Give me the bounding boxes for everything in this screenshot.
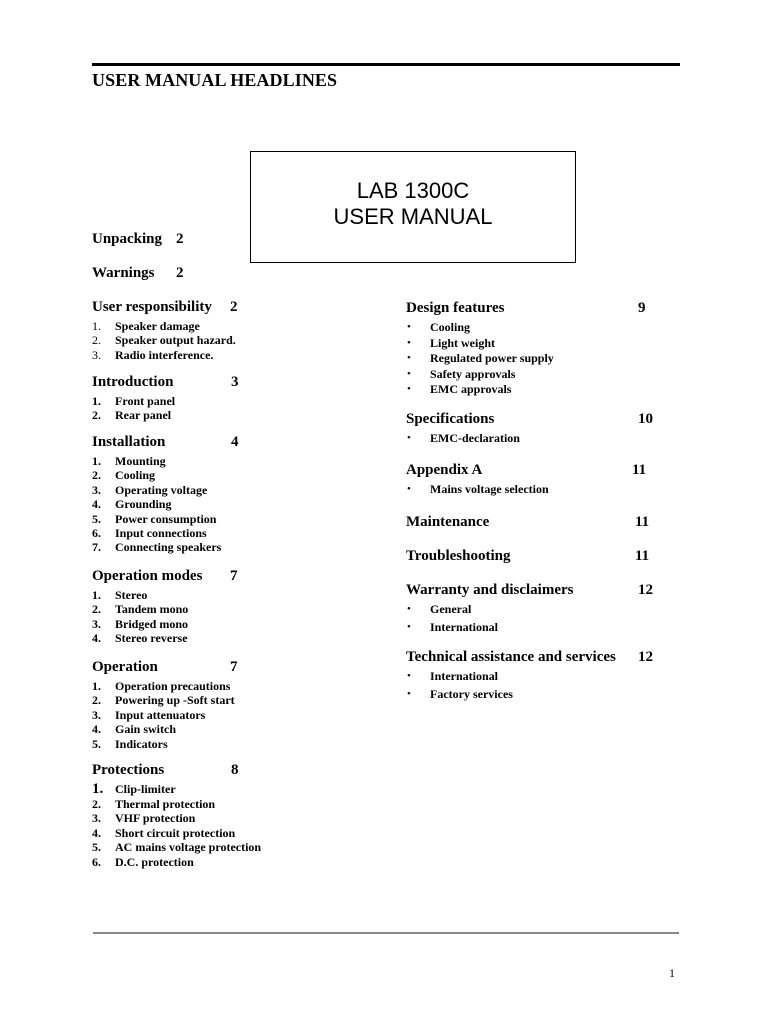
bottom-rule <box>93 932 679 934</box>
section-page: 8 <box>231 762 239 778</box>
section-page: 11 <box>635 514 650 530</box>
bullet-list <box>406 482 666 498</box>
bullet-list <box>406 431 666 447</box>
page-title: USER MANUAL HEADLINES <box>92 70 338 90</box>
list-item: 4. Stereo reverse <box>92 631 188 646</box>
list-item: 1. Mounting <box>92 454 166 468</box>
section-title: Design features <box>406 300 505 316</box>
list-item: 6. Input connections <box>92 526 207 541</box>
list-item: 3. Operating voltage <box>92 482 208 497</box>
bullet-list <box>406 320 666 398</box>
section-title: Maintenance <box>406 514 490 530</box>
section-warnings <box>92 265 252 285</box>
list-item: • Regulated power supply <box>407 351 554 365</box>
section-title: Operation modes <box>92 568 203 584</box>
section-page: 7 <box>230 659 238 675</box>
section-user-responsibility <box>92 299 332 362</box>
title-box <box>250 151 576 263</box>
section-title: Technical assistance and services <box>406 649 616 665</box>
section-page: 3 <box>231 374 239 390</box>
list-item: 2. Speaker output hazard. <box>92 333 236 348</box>
section-title: User responsibility <box>92 299 212 315</box>
section-page: 11 <box>632 462 647 478</box>
page-number: 1 <box>669 966 675 980</box>
item-list <box>92 319 332 362</box>
section-page: 12 <box>638 649 653 665</box>
section-page: 9 <box>638 300 646 316</box>
section-title: Introduction <box>92 374 174 390</box>
list-item: 2. Powering up -Soft start <box>92 693 235 708</box>
list-item: • General <box>407 602 472 616</box>
list-item: 1. Operation precautions <box>92 679 231 693</box>
list-item: 4. Short circuit protection <box>92 825 236 840</box>
item-list <box>92 394 332 423</box>
section-warranty <box>406 582 666 636</box>
section-design-features <box>406 300 666 398</box>
bullet-list <box>406 669 666 703</box>
top-rule <box>92 63 680 66</box>
list-item: 1. Stereo <box>92 588 148 602</box>
list-item: • Cooling <box>407 320 471 334</box>
bullet-list <box>406 602 666 636</box>
section-unpacking <box>92 231 252 251</box>
section-title: Unpacking <box>92 231 163 247</box>
section-page: 10 <box>638 411 653 427</box>
list-item: 4. Grounding <box>92 497 172 512</box>
list-item: 3. VHF protection <box>92 811 196 826</box>
item-list <box>92 588 332 646</box>
list-item: • Safety approvals <box>407 366 516 381</box>
item-list <box>92 782 332 869</box>
title-line-1: LAB 1300C <box>356 178 470 203</box>
list-item: 5. Indicators <box>92 736 168 751</box>
list-item: 5. Power consumption <box>92 511 217 526</box>
list-item: 2. Thermal protection <box>92 797 216 811</box>
section-page: 12 <box>638 582 653 598</box>
section-troubleshooting <box>406 548 666 568</box>
section-title: Installation <box>92 434 166 450</box>
section-title: Protections <box>92 762 165 778</box>
list-item: 1. Speaker damage <box>92 319 200 333</box>
list-item: 3. Bridged mono <box>92 616 189 631</box>
list-item: 1. Clip-limiter <box>92 781 176 797</box>
list-item: • Factory services <box>407 686 513 701</box>
list-item: • Light weight <box>407 335 496 350</box>
item-list <box>92 679 332 751</box>
list-item: • EMC approvals <box>407 382 512 396</box>
section-title: Specifications <box>406 411 495 427</box>
list-item: 7. Connecting speakers <box>92 540 222 555</box>
section-operation-modes <box>92 568 332 646</box>
section-title: Operation <box>92 659 158 675</box>
item-list <box>92 454 332 555</box>
section-page: 4 <box>231 434 239 450</box>
list-item: • EMC-declaration <box>407 431 520 445</box>
section-appendix-a <box>406 462 666 498</box>
section-page: 2 <box>176 265 184 281</box>
list-item: 5. AC mains voltage protection <box>92 840 262 855</box>
section-title: Warranty and disclaimers <box>406 582 574 598</box>
title-line-2: USER MANUAL <box>333 204 493 229</box>
section-protections <box>92 762 332 869</box>
section-technical-assistance <box>406 649 666 703</box>
section-operation <box>92 659 332 751</box>
section-specifications <box>406 411 666 447</box>
section-introduction <box>92 374 332 423</box>
list-item: 1. Front panel <box>92 394 176 408</box>
section-page: 11 <box>635 548 650 564</box>
list-item: 3. Radio interference. <box>92 347 214 362</box>
section-title: Warnings <box>92 265 155 281</box>
section-page: 7 <box>230 568 238 584</box>
section-title: Troubleshooting <box>406 548 511 564</box>
section-page: 2 <box>176 231 184 247</box>
section-title: Appendix A <box>406 462 483 478</box>
list-item: 3. Input attenuators <box>92 707 206 722</box>
list-item: 2. Cooling <box>92 468 156 483</box>
list-item: • Mains voltage selection <box>407 482 549 496</box>
list-item: • International <box>407 669 499 683</box>
section-maintenance <box>406 514 666 534</box>
list-item: 4. Gain switch <box>92 722 177 737</box>
section-installation <box>92 434 332 555</box>
list-item: 2. Tandem mono <box>92 602 189 617</box>
section-page: 2 <box>230 299 238 315</box>
list-item: 2. Rear panel <box>92 408 172 423</box>
list-item: 6. D.C. protection <box>92 854 194 869</box>
list-item: • International <box>407 619 499 634</box>
